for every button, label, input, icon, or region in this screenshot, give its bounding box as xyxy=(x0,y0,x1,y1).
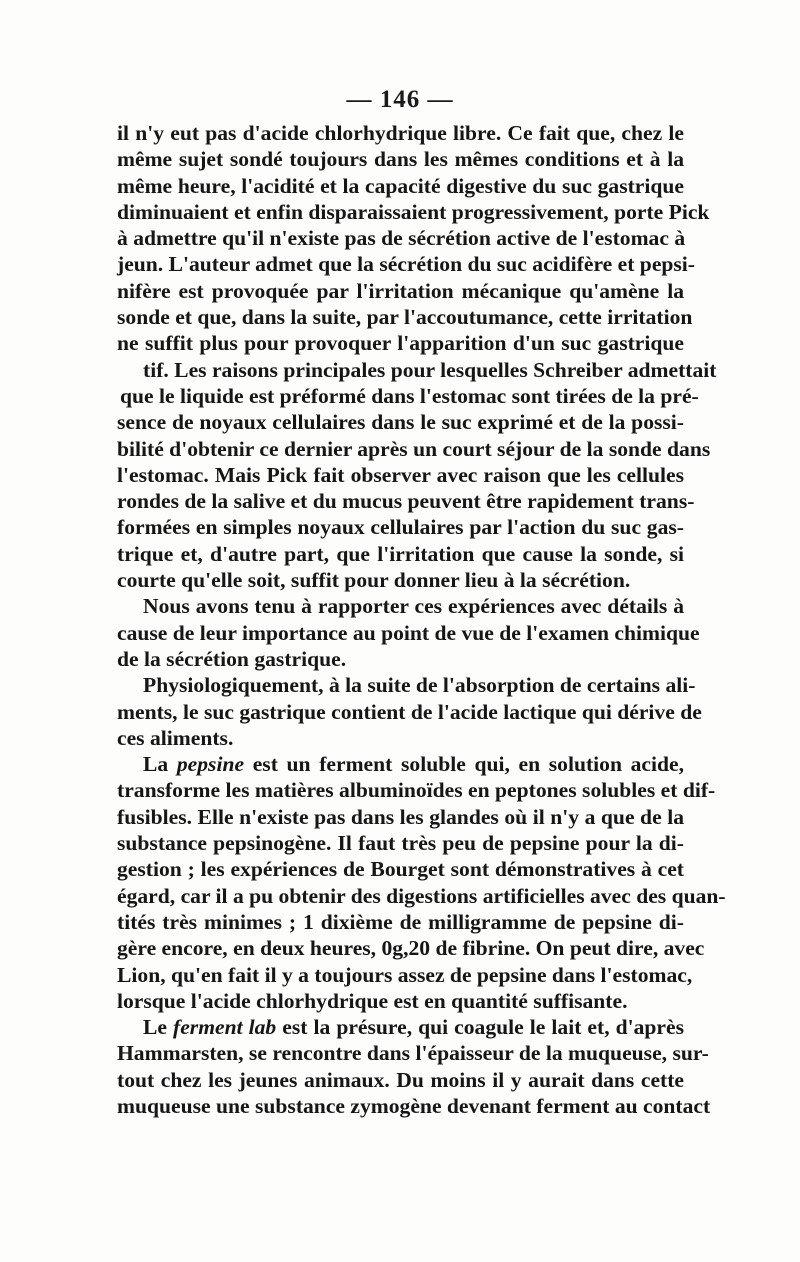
text-line: gère encore, en deux heures, 0g,20 de fibrine. On peut dire, avec xyxy=(117,936,705,961)
text-line: Nous avons tenu à rapporter ces expériences avec détails à xyxy=(143,594,684,619)
text-line: trique et, d'autre part, que l'irritation que cause la sonde, si xyxy=(117,541,684,566)
paragraph-ferment-lab xyxy=(117,1014,711,1119)
text-line: ne suffit plus pour provoquer l'apparition d'un suc gastrique xyxy=(117,331,684,356)
text-line: fusibles. Elle n'existe pas dans les glandes où il n'y a que de la xyxy=(117,804,684,829)
term-pepsine: pepsine xyxy=(176,752,245,777)
text-line: Physiologiquement, à la suite de l'absorption de certains ali- xyxy=(143,673,696,698)
body-text xyxy=(117,120,726,1119)
lead-text: La xyxy=(143,752,177,777)
text-line: substance pepsinogène. Il faut très peu de pepsine pour la di- xyxy=(117,831,684,856)
paragraph-pepsine xyxy=(117,751,726,1014)
text-line: cause de leur importance au point de vue de l'examen chimique xyxy=(117,620,700,645)
text-line: tif. Les raisons principales pour lesquelles Schreiber admettait xyxy=(143,357,717,382)
lead-text: Le xyxy=(143,1015,174,1040)
text-line: tout chez les jeunes animaux. Du moins il y aurait dans cette xyxy=(117,1067,684,1092)
text-line: sonde et que, dans la suite, par l'accoutumance, cette irritation xyxy=(117,305,693,330)
text-line: que le liquide est préformé dans l'estomac sont tirées de la pré- xyxy=(120,383,699,408)
text-line: ments, le suc gastrique contient de l'acide lactique qui dérive de xyxy=(117,699,702,724)
text-line: transforme les matières albuminoïdes en peptones solubles et dif- xyxy=(117,778,716,803)
text-line: muqueuse une substance zymogène devenant ferment au contact xyxy=(117,1093,711,1118)
line-remainder: est un ferment soluble qui, en solution acide, xyxy=(252,752,684,777)
text-line: Lion, qu'en fait il y a toujours assez de pepsine dans l'estomac, xyxy=(117,962,693,987)
text-line: tités très minimes ; 1 dixième de milligramme de pepsine di- xyxy=(117,909,684,934)
text-line: jeun. L'auteur admet que la sécrétion du suc acidifère et pepsi- xyxy=(117,252,696,277)
text-line: sence de noyaux cellulaires dans le suc exprimé et de la possi- xyxy=(117,410,684,435)
text-line: même sujet sondé toujours dans les mêmes conditions et à la xyxy=(117,147,684,172)
paragraph-3 xyxy=(117,672,702,751)
paragraph-1 xyxy=(117,120,717,593)
text-line: à admettre qu'il n'existe pas de sécrétion active de l'estomac à xyxy=(117,226,686,251)
text-line xyxy=(117,751,684,777)
text-line: ces aliments. xyxy=(117,725,234,750)
paragraph-2 xyxy=(117,593,700,672)
text-line: lorsque l'acide chlorhydrique est en quantité suffisante. xyxy=(117,988,628,1013)
text-line: l'estomac. Mais Pick fait observer avec raison que les cellules xyxy=(117,462,684,487)
text-line: de la sécrétion gastrique. xyxy=(117,646,347,671)
text-line: courte qu'elle soit, suffit pour donner lieu à la sécrétion. xyxy=(117,568,631,593)
text-line: formées en simples noyaux cellulaires par l'action du suc gas- xyxy=(117,515,684,540)
text-line: Hammarsten, se rencontre dans l'épaisseur de la muqueuse, sur- xyxy=(117,1041,709,1066)
text-line: nifère est provoquée par l'irritation mécanique qu'amène la xyxy=(117,278,684,303)
line-remainder: est la présure, qui coagule le lait et, d'après xyxy=(282,1015,685,1040)
text-line xyxy=(117,1014,684,1040)
text-line: bilité d'obtenir ce dernier après un court séjour de la sonde dans xyxy=(117,436,711,461)
text-line: gestion ; les expériences de Bourget sont démonstratives à cet xyxy=(117,857,684,882)
term-ferment-lab: ferment lab xyxy=(173,1015,277,1040)
text-line: égard, car il a pu obtenir des digestions artificielles avec des quan- xyxy=(117,883,726,908)
text-line: rondes de la salive et du mucus peuvent être rapidement trans- xyxy=(117,489,695,514)
page-number: — 146 — xyxy=(346,86,454,113)
text-line: diminuaient et enfin disparaissaient progressivement, porte Pick xyxy=(117,199,710,224)
text-line: même heure, l'acidité et la capacité digestive du suc gastrique xyxy=(117,173,684,198)
text-line: il n'y eut pas d'acide chlorhydrique libre. Ce fait que, chez le xyxy=(117,121,684,145)
